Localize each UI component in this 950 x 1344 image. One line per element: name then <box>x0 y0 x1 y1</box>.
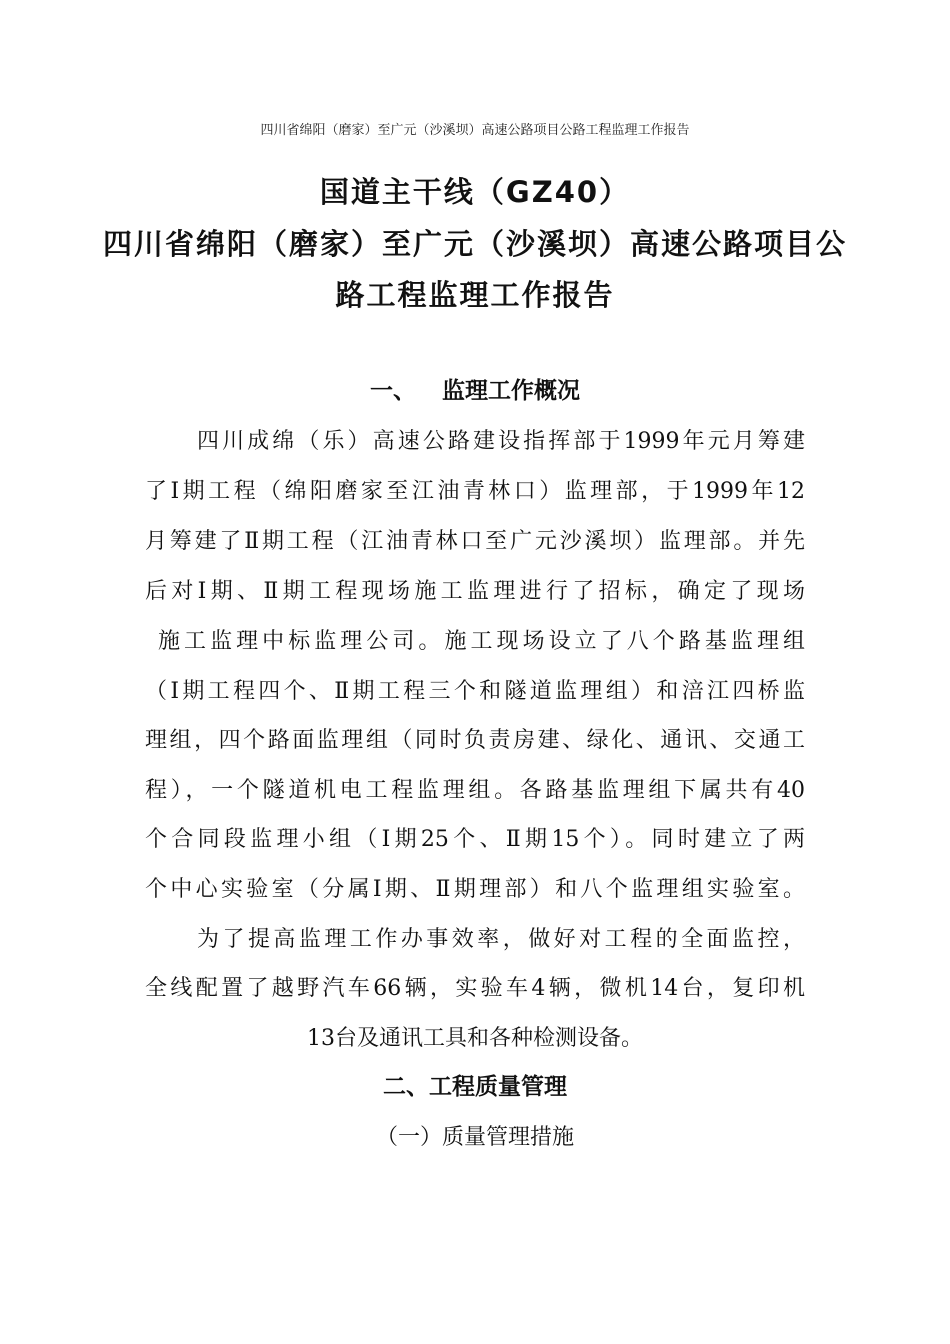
paragraph-line: 13台及通讯工具和各种检测设备。 <box>307 1026 643 1051</box>
document-title-line-3: 路工程监理工作报告 <box>335 278 615 312</box>
paragraph-line: 四川成绵（乐）高速公路建设指挥部于1999年元月筹建 <box>197 429 805 454</box>
section-2-heading: 二、工程质量管理 <box>383 1074 567 1100</box>
paragraph-line: 后对Ⅰ期、Ⅱ期工程现场施工监理进行了招标，确定了现场 <box>145 579 805 604</box>
paragraph-line: 月筹建了Ⅱ期工程（江油青林口至广元沙溪坝）监理部。并先 <box>145 529 805 554</box>
paragraph-line: 个中心实验室（分属Ⅰ期、Ⅱ期理部）和八个监理组实验室。 <box>145 877 805 902</box>
paragraph-line: 施工监理中标监理公司。施工现场设立了八个路基监理组 <box>158 629 805 654</box>
paragraph-line: （Ⅰ期工程四个、Ⅱ期工程三个和隧道监理组）和涪江四桥监 <box>145 679 805 704</box>
paragraph-line: 理组，四个路面监理组（同时负责房建、绿化、通讯、交通工 <box>145 728 805 753</box>
paragraph-line: 为了提高监理工作办事效率，做好对工程的全面监控， <box>197 927 805 952</box>
paragraph-line: 程），一个隧道机电工程监理组。各路基监理组下属共有40 <box>145 778 805 803</box>
running-header: 四川省绵阳（磨家）至广元（沙溪坝）高速公路项目公路工程监理工作报告 <box>260 123 690 138</box>
paragraph-line: 个合同段监理小组（Ⅰ期25个、Ⅱ期15个）。同时建立了两 <box>145 827 805 852</box>
section-1-number: 一、 <box>370 378 416 404</box>
paragraph-line: 了Ⅰ期工程（绵阳磨家至江油青林口）监理部，于1999年12 <box>145 479 805 504</box>
paragraph-line: 全线配置了越野汽车66辆，实验车4辆，微机14台，复印机 <box>145 976 805 1001</box>
section-2-subheading: （一）质量管理措施 <box>375 1125 574 1150</box>
document-title-line-2: 四川省绵阳（磨家）至广元（沙溪坝）高速公路项目公 <box>102 227 847 261</box>
section-1-heading <box>0 372 950 405</box>
section-1-title: 监理工作概况 <box>442 378 580 404</box>
document-title-line-1: 国道主干线（GZ40） <box>319 175 631 209</box>
